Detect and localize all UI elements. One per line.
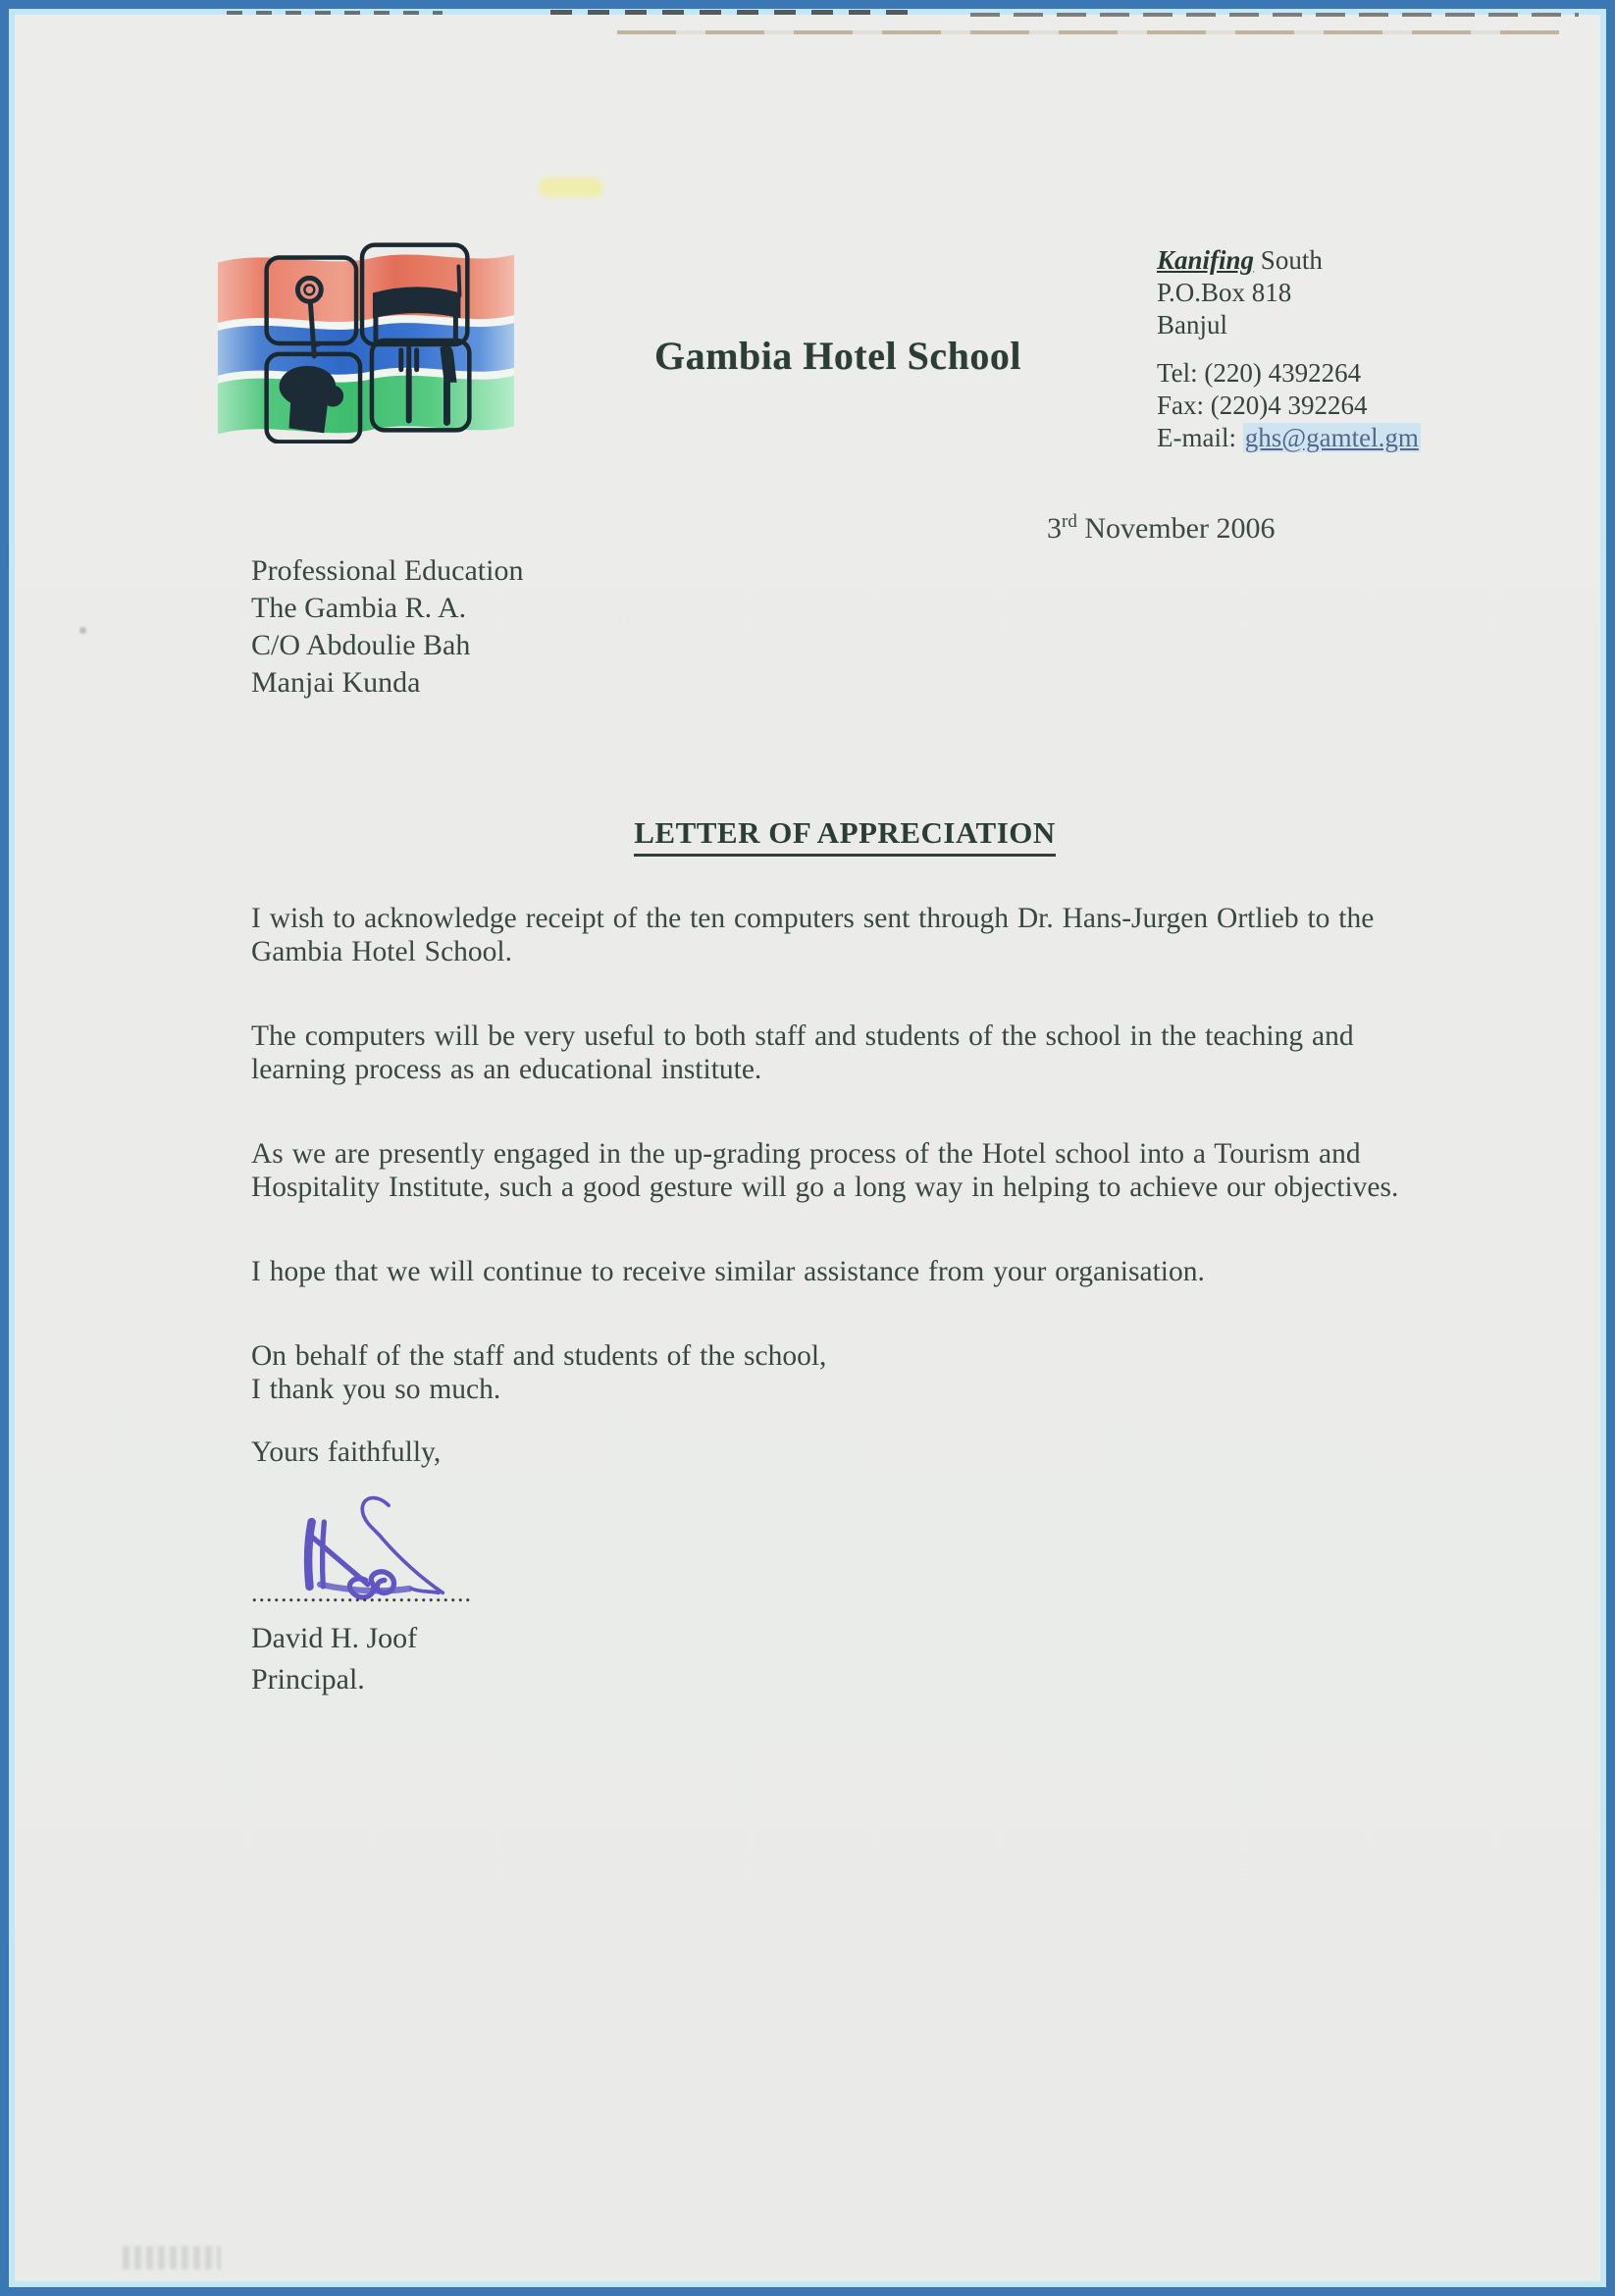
signature-dotted-line: .............................. [251, 1579, 472, 1607]
email-label: E-mail: [1157, 423, 1243, 452]
signatory-role: Principal. [251, 1663, 365, 1696]
email-address: ghs@gamtel.gm [1244, 423, 1419, 452]
gambia-flag-hotel-logo [210, 233, 522, 444]
closing-lines [251, 1339, 1438, 1406]
date-rest: November 2006 [1076, 512, 1276, 545]
date-ordinal: rd [1062, 511, 1077, 532]
recipient-line: The Gambia R. A. [251, 592, 467, 624]
scan-artifact-dashes [970, 13, 1579, 17]
po-box-line: P.O.Box 818 [1157, 278, 1292, 307]
scan-artifact-line [617, 30, 1559, 34]
tel-line: Tel: (220) 4392264 [1157, 358, 1362, 388]
recipient-line: Manjai Kunda [251, 666, 421, 699]
letterhead-contact-block [1157, 244, 1481, 454]
recipient-address [251, 552, 523, 702]
letter-date [1047, 511, 1275, 546]
closing-line: On behalf of the staff and students of the school, [251, 1340, 827, 1372]
closing-line: I thank you so much. [251, 1374, 501, 1405]
signatory-block [251, 1618, 417, 1700]
location-name: Kanifing [1157, 245, 1255, 275]
letter-title: LETTER OF APPRECIATION [634, 815, 1056, 857]
faint-watermark [123, 2246, 221, 2270]
fax-line: Fax: (220)4 392264 [1157, 391, 1368, 420]
date-day: 3 [1047, 512, 1062, 545]
email-line [1157, 422, 1481, 454]
scan-artifact-dashes [550, 10, 923, 15]
body-paragraph: I wish to acknowledge receipt of the ten computers sent through Dr. Hans-Jurgen Ortlieb to the Gambia Hotel School. [251, 903, 1375, 967]
location-line [1157, 244, 1481, 277]
body-paragraph: I hope that we will continue to receive similar assistance from your organisation. [251, 1256, 1205, 1287]
signatory-name: David H. Joof [251, 1622, 418, 1654]
recipient-line: C/O Abdoulie Bah [251, 629, 471, 661]
scan-smudge [539, 178, 603, 197]
recipient-line: Professional Education [251, 554, 524, 587]
letter-body [251, 902, 1438, 1469]
body-paragraph: As we are presently engaged in the up-grading process of the Hotel school into a Tourism and Hospitality Institute, such a good gesture will go a long way in helping to achieve our objectives. [251, 1138, 1399, 1203]
city-line: Banjul [1157, 310, 1227, 339]
valediction: Yours faithfully, [251, 1436, 442, 1468]
scan-dot [79, 627, 86, 634]
body-paragraph: The computers will be very useful to both staff and students of the school in the teaching and learning process as an educational institute. [251, 1020, 1354, 1085]
scan-artifact-dashes [227, 11, 443, 15]
location-suffix: South [1254, 245, 1323, 275]
school-name: Gambia Hotel School [654, 334, 1021, 378]
letter-title-row [251, 815, 1438, 857]
